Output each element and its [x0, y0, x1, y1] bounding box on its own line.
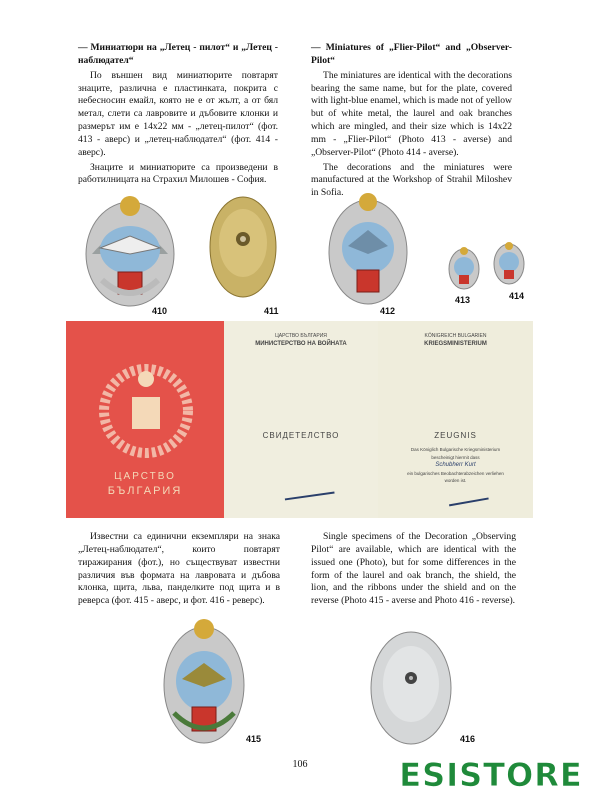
caption-411: 411	[264, 306, 279, 316]
right-paragraph-1: The miniatures are identical with the decorations bearing the same name, but for the plate, covered with light-blue enamel, which is made not of yellow but of white metal, the laurel and oak branches which are mingled, and their size which is 14x22 mm - „Flier-Pilot“ (Photo 413 - averse) and „Observer-Pilot“ (Photo 414 - averse).	[311, 69, 512, 158]
left-paragraph-2: Знаците и миниатюрите са произведени в работилницата на Страхил Милошев - София.	[78, 161, 278, 186]
caption-414: 414	[509, 291, 525, 301]
right-text-column	[311, 42, 512, 202]
badge-photo-415	[160, 613, 248, 749]
de-line-4: worden ist.	[444, 478, 467, 483]
cover-title-line1: ЦАРСТВО	[114, 471, 176, 482]
right-heading: — Miniatures of „Flier-Pilot“ and „Observer-Pilot“	[311, 42, 512, 66]
left-lower-text	[78, 531, 280, 610]
badge-photo-414	[492, 240, 526, 286]
certificate-bulgarian	[224, 321, 378, 518]
certificate-german	[378, 321, 533, 518]
right-lower-text	[311, 531, 516, 610]
de-name: Schubherr Kurt	[435, 462, 476, 468]
de-header-2: KRIEGSMINISTERIUM	[424, 341, 487, 347]
de-line-2: bescheinigt hiermit dass	[431, 455, 480, 460]
esistore-logo	[393, 755, 590, 793]
caption-413: 413	[455, 295, 471, 305]
page-number: 106	[292, 759, 308, 770]
right-lower-paragraph: Single specimens of the Decoration „Observing Pilot“ are available, which are identical with the issued one (Photo), but for some differences in the form of the laurel and oak branch, the shield, the lion, and the ribbons under the shield and on the reverse (Photo 415 - averse and Photo 416 - reverse).	[311, 531, 516, 607]
de-line-3: ein bulgarisches Beobachterabzeichen verliehen	[407, 471, 504, 476]
badge-photo-413	[447, 245, 481, 291]
caption-415: 415	[246, 734, 262, 744]
caption-416: 416	[460, 734, 476, 744]
document-cover	[66, 321, 224, 518]
badge-photo-411	[207, 193, 279, 301]
left-heading: — Миниатюри на „Летец - пилот“ и „Летец - наблюдател“	[78, 42, 278, 66]
caption-412: 412	[380, 306, 396, 316]
de-header-1: KÖNIGREICH BULGARIEN	[424, 333, 487, 339]
left-text-column	[78, 42, 278, 189]
bg-header-2: МИНИСТЕРСТВО НА ВОЙНАТА	[255, 341, 347, 347]
caption-410: 410	[152, 306, 168, 316]
cover-title-line2: БЪЛГАРИЯ	[107, 485, 183, 497]
de-title: ZEUGNIS	[434, 431, 477, 440]
bg-title: СВИДЕТЕЛСТВО	[262, 431, 340, 440]
left-paragraph-1: По външен вид миниатюрите повтарят знаците, различна е пластинката, покрита с небесносин емайл, която не е от жълт, а от бял метал, слети са лавровите и дъбовите клонки и размерът им е 14х22 мм - „летец-пилот“ (фот. 413 - аверс) и „летец-наблюдател“ (фот. 414 - аверс).	[78, 69, 278, 158]
badge-photo-410	[82, 188, 178, 310]
svg-text:ESISTORE: ESISTORE	[399, 756, 583, 793]
bg-signature	[283, 482, 334, 501]
de-line-1: Das Königlich Bulgarische Kriegsministerium	[410, 447, 501, 452]
left-lower-paragraph: Известни са единични екземпляри на знака „Летец-наблюдател“, които повтарят тиражирания (фот.), но съществуват известни различия във формата на лавровата и дъбова клонка, щита, льва, панделките под щита и в реверса (фот. 415 - аверс, и фот. 416 - реверс).	[78, 531, 280, 607]
bg-header-1: ЦАРСТВО БЪЛГАРИЯ	[275, 333, 327, 339]
coat-of-arms-emblem	[98, 361, 194, 461]
badge-photo-412	[326, 186, 410, 308]
de-signature	[447, 488, 488, 507]
right-paragraph-2: The decorations and the miniatures were manufactured at the Workshop of Strahil Miloshev in Sofia.	[311, 161, 512, 199]
badge-photo-416	[368, 626, 454, 748]
